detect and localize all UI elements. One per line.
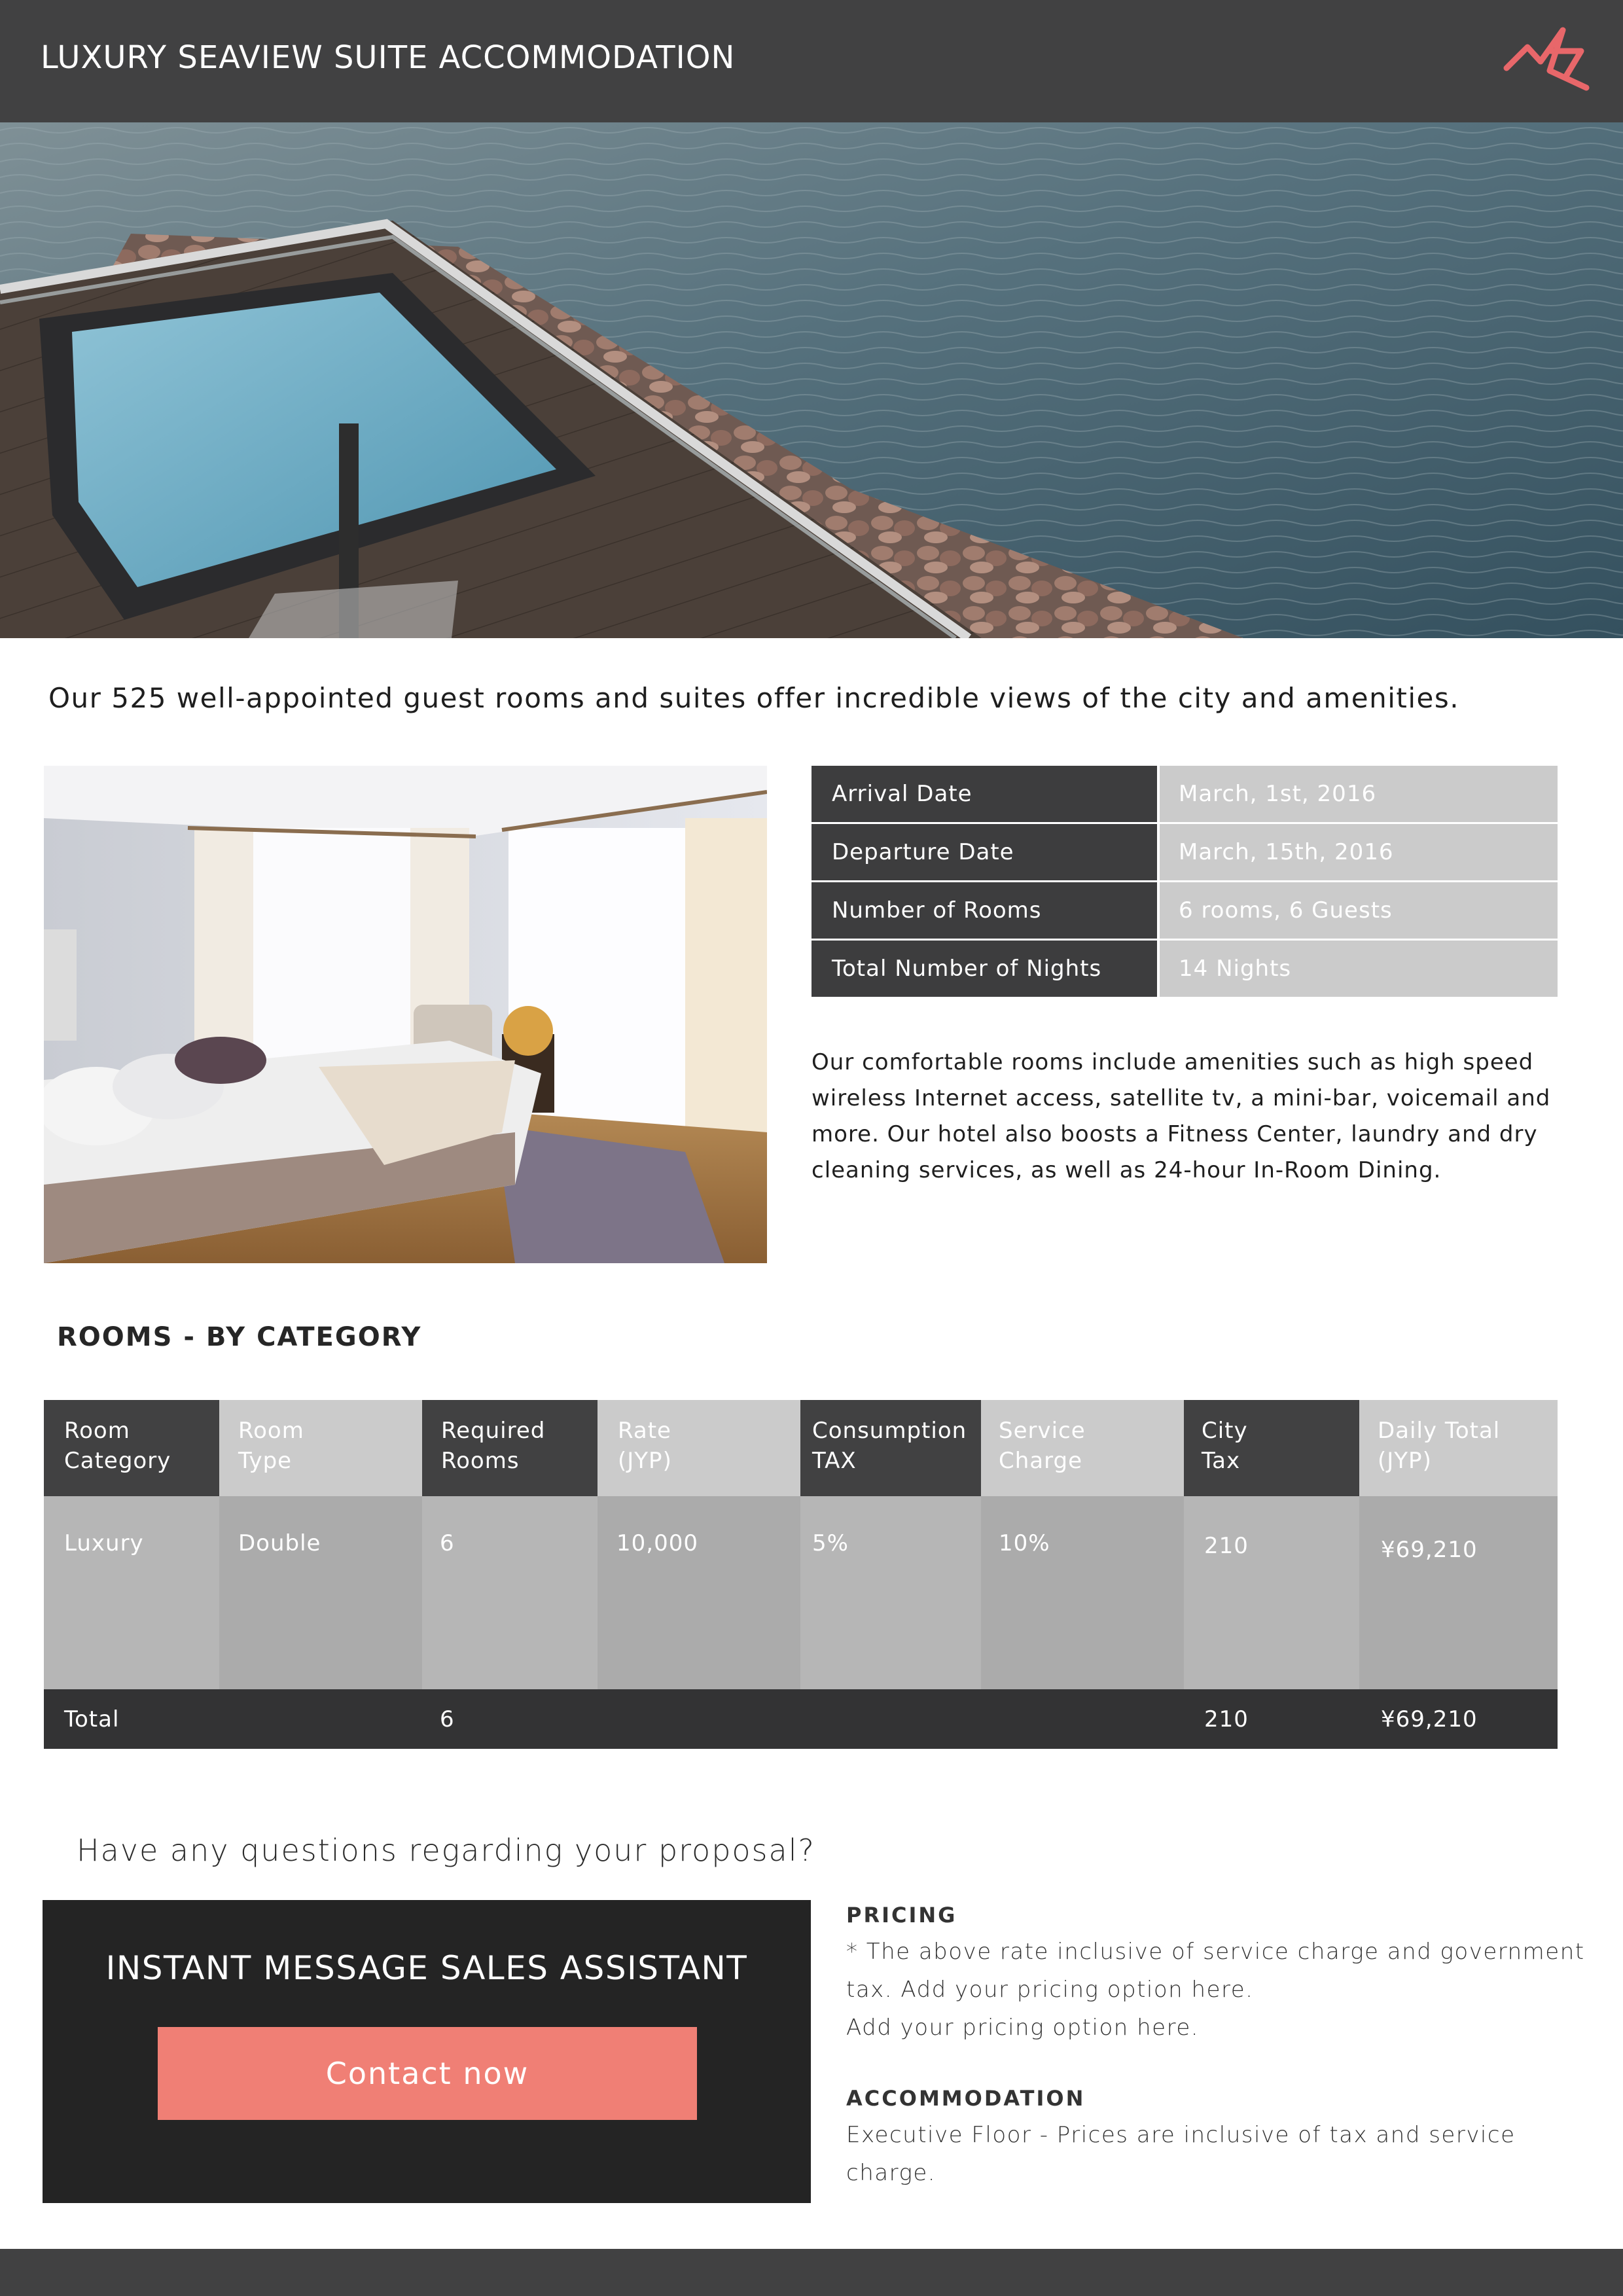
section-title: ROOMS - BY CATEGORY bbox=[57, 1322, 422, 1352]
accommodation-line: Executive Floor - Prices are inclusive of tax and service charge. bbox=[846, 2122, 1516, 2186]
sales-assistant-box bbox=[43, 1900, 811, 2203]
detail-row-rooms bbox=[812, 882, 1558, 939]
table-cell: Luxury bbox=[44, 1496, 219, 1689]
total-cell: 6 bbox=[422, 1689, 597, 1749]
table-column-rate bbox=[597, 1400, 800, 1749]
column-header bbox=[1184, 1400, 1359, 1496]
column-header-line: Room bbox=[238, 1418, 304, 1444]
column-header-line: (JYP) bbox=[618, 1448, 672, 1474]
table-column-room-category bbox=[44, 1400, 219, 1749]
detail-value: March, 1st, 2016 bbox=[1160, 766, 1558, 822]
column-header-line: (JYP) bbox=[1378, 1448, 1432, 1474]
column-header-line: City bbox=[1202, 1418, 1248, 1444]
total-cell: 210 bbox=[1184, 1689, 1359, 1749]
pricing-line: tax. Add your pricing option here. bbox=[846, 1977, 1254, 2003]
table-cell: 5% bbox=[800, 1496, 981, 1689]
table-column-daily-total bbox=[1359, 1400, 1558, 1749]
table-column-city-tax bbox=[1184, 1400, 1359, 1749]
column-header-line: Rate bbox=[618, 1418, 671, 1444]
total-cell bbox=[981, 1689, 1184, 1749]
column-header-line: TAX bbox=[812, 1448, 857, 1474]
detail-label: Departure Date bbox=[812, 824, 1157, 880]
table-column-room-type bbox=[219, 1400, 422, 1749]
total-cell bbox=[800, 1689, 981, 1749]
table-cell: Double bbox=[219, 1496, 422, 1689]
amenities-paragraph: Our comfortable rooms include amenities such as high speed wireless Internet access, satellite tv, a mini-bar, voicemail and more. Our hotel also boosts a Fitness Center, laundry and dry cleaning services, as well as 24-hour In-Room Dining. bbox=[812, 1049, 1551, 1183]
table-cell: ¥69,210 bbox=[1359, 1496, 1558, 1689]
column-header bbox=[1359, 1400, 1558, 1496]
detail-label: Total Number of Nights bbox=[812, 941, 1157, 997]
pricing-heading: PRICING bbox=[846, 1903, 957, 1928]
accommodation-heading: ACCOMMODATION bbox=[846, 2086, 1086, 2111]
rooms-category-table bbox=[44, 1400, 1558, 1749]
detail-row-nights bbox=[812, 941, 1558, 997]
column-header-line: Rooms bbox=[441, 1448, 520, 1474]
column-header-line: Daily Total bbox=[1378, 1418, 1501, 1444]
column-header-line: Category bbox=[64, 1448, 171, 1474]
table-column-consumption-tax bbox=[800, 1400, 981, 1749]
column-header bbox=[800, 1400, 981, 1496]
total-cell bbox=[219, 1689, 422, 1749]
column-header-line: Service bbox=[999, 1418, 1086, 1444]
column-header-line: Tax bbox=[1202, 1448, 1241, 1474]
column-header bbox=[44, 1400, 219, 1496]
detail-value: 6 rooms, 6 Guests bbox=[1160, 882, 1558, 939]
brand-logo-icon bbox=[1503, 25, 1592, 93]
column-header-line: Charge bbox=[999, 1448, 1083, 1474]
page-title: LUXURY SEAVIEW SUITE ACCOMMODATION bbox=[41, 39, 736, 76]
stay-details-table bbox=[812, 766, 1558, 999]
column-header bbox=[422, 1400, 597, 1496]
info-panel bbox=[846, 1896, 1599, 2192]
pricing-line: Add your pricing option here. bbox=[846, 2015, 1200, 2041]
total-cell bbox=[597, 1689, 800, 1749]
detail-value: 14 Nights bbox=[1160, 941, 1558, 997]
table-cell: 10,000 bbox=[597, 1496, 800, 1689]
sales-assistant-title: INSTANT MESSAGE SALES ASSISTANT bbox=[105, 1949, 748, 1987]
total-cell: Total bbox=[44, 1689, 219, 1749]
header-bar bbox=[0, 0, 1623, 122]
column-header-line: Room bbox=[64, 1418, 130, 1444]
total-cell: ¥69,210 bbox=[1359, 1689, 1558, 1749]
column-header-line: Required bbox=[441, 1418, 546, 1444]
contact-now-button[interactable]: Contact now bbox=[158, 2027, 697, 2120]
table-cell: 6 bbox=[422, 1496, 597, 1689]
intro-text: Our 525 well-appointed guest rooms and suites offer incredible views of the city and amenities. bbox=[48, 682, 1460, 714]
detail-label: Number of Rooms bbox=[812, 882, 1157, 939]
table-column-service-charge bbox=[981, 1400, 1184, 1749]
column-header bbox=[981, 1400, 1184, 1496]
column-header-line: Type bbox=[238, 1448, 293, 1474]
column-header bbox=[219, 1400, 422, 1496]
table-column-required-rooms bbox=[422, 1400, 597, 1749]
bedroom-photo bbox=[44, 766, 767, 1263]
table-cell: 10% bbox=[981, 1496, 1184, 1689]
hero-pool-photo bbox=[0, 122, 1623, 638]
detail-label: Arrival Date bbox=[812, 766, 1157, 822]
footer-bar bbox=[0, 2249, 1623, 2296]
table-cell: 210 bbox=[1184, 1496, 1359, 1689]
detail-value: March, 15th, 2016 bbox=[1160, 824, 1558, 880]
pricing-line: * The above rate inclusive of service charge and government bbox=[846, 1939, 1585, 1965]
proposal-question: Have any questions regarding your proposal? bbox=[77, 1833, 815, 1868]
column-header-line: Consumption bbox=[812, 1418, 967, 1444]
column-header bbox=[597, 1400, 800, 1496]
detail-row-departure bbox=[812, 824, 1558, 880]
detail-row-arrival bbox=[812, 766, 1558, 822]
